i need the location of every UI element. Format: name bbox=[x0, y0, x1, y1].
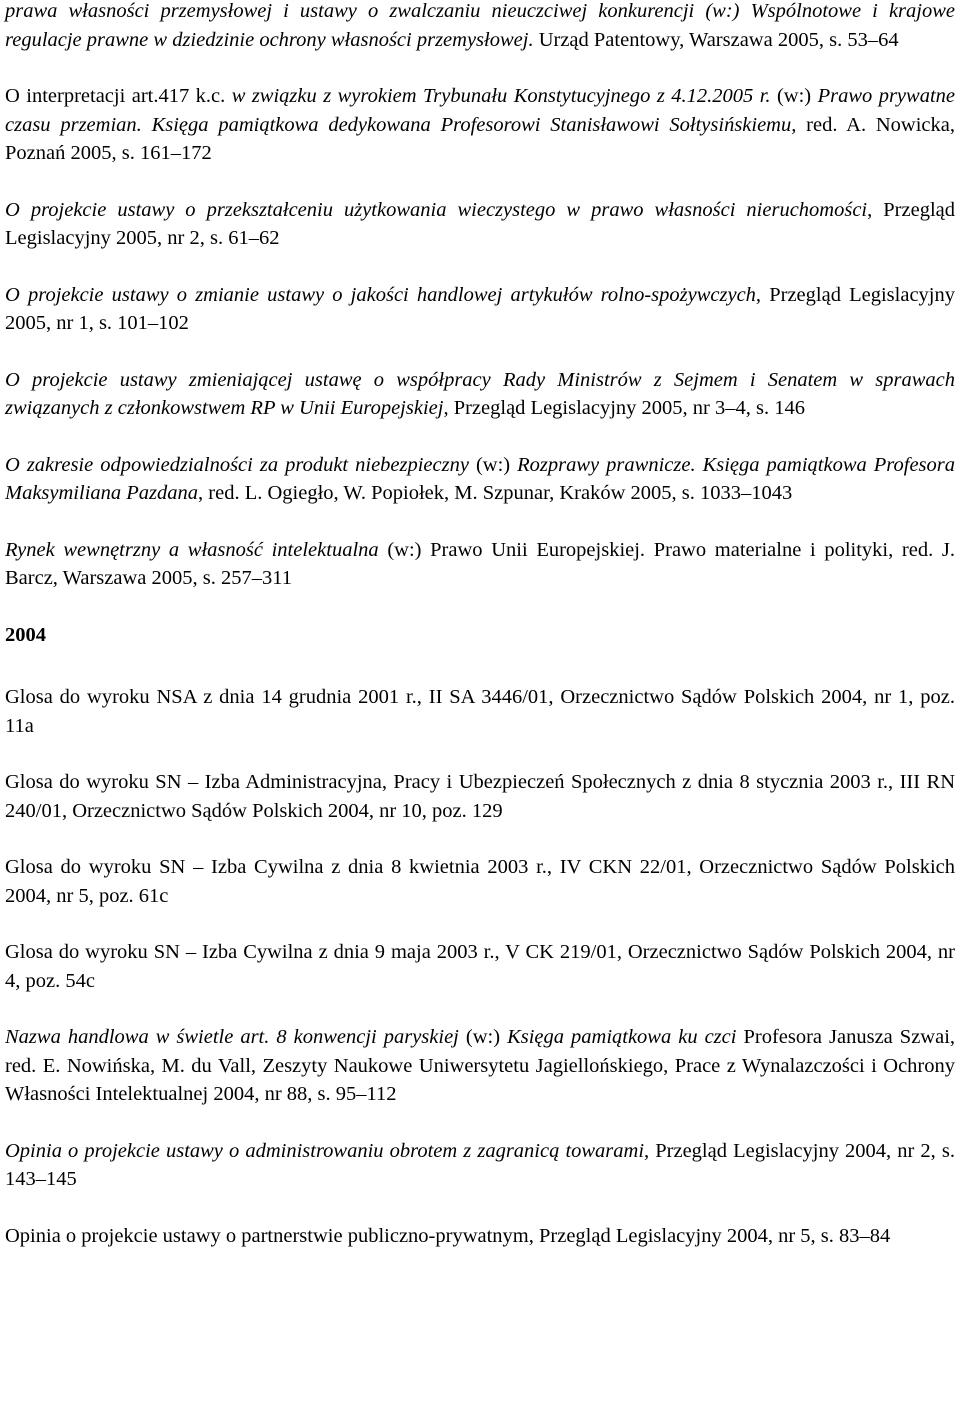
entry-title-italic: Rynek wewnętrzny a własność intelektualna bbox=[5, 538, 379, 561]
entry-title-italic: O projekcie ustawy o przekształceniu użytkowania wieczystego w prawo własności nieruchomości bbox=[5, 198, 868, 221]
entry-title-italic: Rozprawy prawnicze. Księga pamiątkowa Profesora Maksymiliana Pazdana bbox=[5, 453, 955, 504]
bibliography-entry bbox=[5, 196, 955, 253]
bibliography-entry bbox=[5, 1023, 955, 1109]
bibliography-entry bbox=[5, 1137, 955, 1194]
entry-title-italic: O projekcie ustawy zmieniającej ustawę o współpracy Rady Ministrów z Sejmem i Senatem w sprawach związanych z członkowstwem RP w Unii Europejskiej bbox=[5, 368, 955, 419]
entry-title-italic: O projekcie ustawy o zmianie ustawy o jakości handlowej artykułów rolno-spożywczych bbox=[5, 283, 756, 306]
entry-text: (w:) bbox=[468, 453, 518, 476]
entry-title-italic: O zakresie odpowiedzialności za produkt niebezpieczny bbox=[5, 453, 469, 476]
entry-text: , red. L. Ogiegło, W. Popiołek, M. Szpunar, Kraków 2005, s. 1033–1043 bbox=[198, 482, 793, 504]
year-heading: 2004 bbox=[5, 623, 46, 646]
bibliography-page bbox=[5, 0, 955, 1278]
bibliography-entry bbox=[5, 451, 955, 508]
entry-title-italic: w związku z wyrokiem Trybunału Konstytucyjnego z 4.12.2005 r. bbox=[225, 85, 777, 107]
entry-text: Glosa do wyroku SN – Izba Cywilna z dnia 8 kwietnia 2003 r., IV CKN 22/01, Orzecznictwo Sądów Polskich 2004, nr 5, poz. 61c bbox=[5, 856, 955, 907]
bibliography-entry bbox=[5, 281, 955, 338]
entry-title-italic: Prawo prywatne czasu przemian. Księga pamiątkowa dedykowana Profesorowi Stanisławowi Sołtysińskiemu, bbox=[5, 85, 956, 136]
entry-text: Profesora Janusza Szwai, red. E. Nowińska, M. du Vall, Zeszyty Naukowe Uniwersytetu Jagiellońskiego, Prace z Wynalazczości i Ochrony Własności Intelektualnej 2004, nr 88, s. 95–112 bbox=[5, 1026, 956, 1105]
entry-text: red. A. Nowicka, Poznań 2005, s. 161–172 bbox=[5, 113, 955, 164]
bibliography-entry bbox=[5, 768, 955, 825]
entry-text: Glosa do wyroku NSA z dnia 14 grudnia 2001 r., II SA 3446/01, Orzecznictwo Sądów Polskich 2004, nr 1, poz. 11a bbox=[5, 686, 955, 737]
entry-text: , Przegląd Legislacyjny 2005, nr 2, s. 61–62 bbox=[5, 198, 955, 249]
entry-title-italic: Opinia o projekcie ustawy o administrowaniu obrotem z zagranicą towarami bbox=[5, 1139, 645, 1162]
bibliography-entry bbox=[5, 82, 955, 168]
entry-text: (w:) Prawo Unii Europejskiej. Prawo materialne i polityki, red. J. Barcz, Warszawa 2005, s. 257–311 bbox=[5, 538, 955, 589]
bibliography-entry bbox=[5, 1222, 955, 1251]
entry-text: Urząd Patentowy, Warszawa 2005, s. 53–64 bbox=[533, 28, 899, 51]
entry-text: , Przegląd Legislacyjny 2005, nr 3–4, s. 146 bbox=[443, 397, 805, 419]
entry-text: Glosa do wyroku SN – Izba Cywilna z dnia 9 maja 2003 r., V CK 219/01, Orzecznictwo Sądów Polskich 2004, nr 4, poz. 54c bbox=[5, 941, 955, 992]
bibliography-list-2005 bbox=[5, 0, 955, 593]
entry-text: , Przegląd Legislacyjny 2004, nr 2, s. 143–145 bbox=[5, 1139, 955, 1190]
entry-title-italic: prawa własności przemysłowej i ustawy o zwalczaniu nieuczciwej konkurencji (w:) Wspólnotowe i krajowe regulacje prawne w dziedzinie ochrony własności przemysłowej. bbox=[5, 0, 955, 51]
entry-text: Glosa do wyroku SN – Izba Administracyjna, Pracy i Ubezpieczeń Społecznych z dnia 8 stycznia 2003 r., III RN 240/01, Orzecznictwo Sądów Polskich 2004, nr 10, poz. 129 bbox=[5, 771, 955, 822]
bibliography-entry bbox=[5, 536, 955, 593]
bibliography-entry bbox=[5, 366, 955, 423]
bibliography-list-2004 bbox=[5, 683, 955, 1250]
entry-title-italic: Nazwa handlowa w świetle art. 8 konwencji paryskiej bbox=[5, 1026, 459, 1048]
entry-text: (w:) bbox=[458, 1026, 508, 1048]
entry-title-italic: Księga pamiątkowa ku czci bbox=[507, 1026, 737, 1048]
bibliography-entry bbox=[5, 0, 955, 54]
entry-text: Opinia o projekcie ustawy o partnerstwie publiczno-prywatnym, Przegląd Legislacyjny 2004, nr 5, s. 83–84 bbox=[5, 1224, 891, 1247]
bibliography-entry bbox=[5, 853, 955, 910]
entry-text: , Przegląd Legislacyjny 2005, nr 1, s. 101–102 bbox=[5, 283, 955, 334]
entry-text: O interpretacji art.417 k.c. bbox=[5, 85, 226, 107]
bibliography-entry bbox=[5, 683, 955, 740]
bibliography-entry bbox=[5, 938, 955, 995]
entry-text: (w:) bbox=[776, 85, 812, 107]
